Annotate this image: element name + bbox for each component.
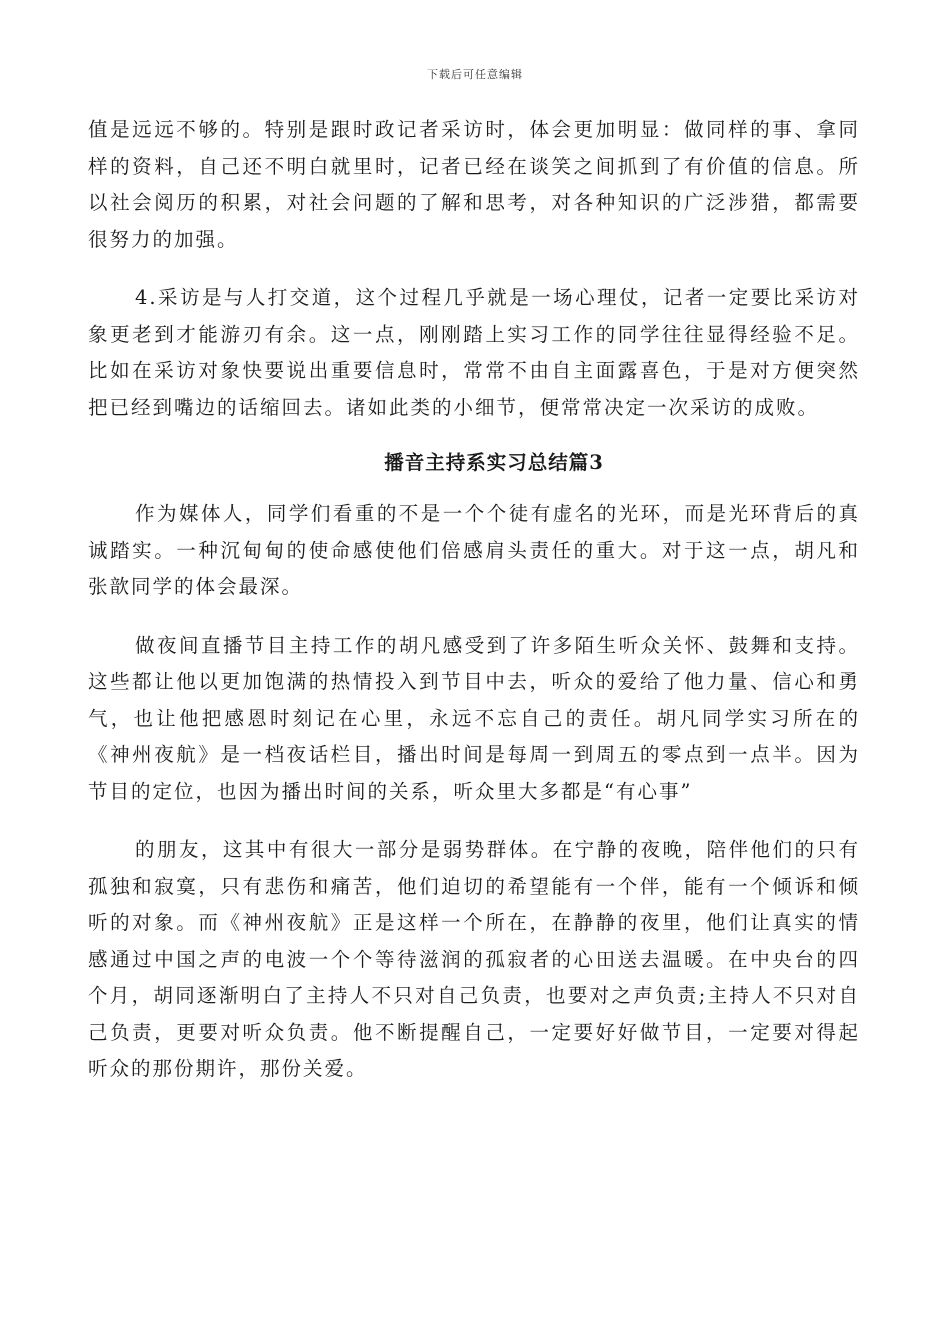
document-body <box>88 112 860 1088</box>
paragraph-night-program: 做夜间直播节目主持工作的胡凡感受到了许多陌生听众关怀、鼓舞和支持。这些都让他以更加饱满的热情投入到节目中去，听众的爱给了他力量、信心和勇气，也让他把感恩时刻记在心里，永远不忘自己的责任。胡凡同学实习所在的《神州夜航》是一档夜话栏目，播出时间是每周一到周五的零点到一点半。因为节目的定位，也因为播出时间的关系，听众里大多都是“有心事” <box>88 633 860 803</box>
paragraph-interview-tip-4: 4.采访是与人打交道，这个过程几乎就是一场心理仗，记者一定要比采访对象更老到才能游刃有余。这一点，刚刚踏上实习工作的同学往往显得经验不足。比如在采访对象快要说出重要信息时，常常不由自主面露喜色，于是对方便突然把已经到嘴边的话缩回去。诸如此类的小细节，便常常决定一次采访的成败。 <box>88 286 860 419</box>
paragraph-listeners: 的朋友，这其中有很大一部分是弱势群体。在宁静的夜晚，陪伴他们的只有孤独和寂寞，只有悲伤和痛苦，他们迫切的希望能有一个伴，能有一个倾诉和倾听的对象。而《神州夜航》正是这样一个所在，在静静的夜里，他们让真实的情感通过中国之声的电波一个个等待滋润的孤寂者的心田送去温暖。在中央台的四个月，胡同逐渐明白了主持人不只对自己负责，也要对之声负责;主持人不只对自己负责，更要对听众负责。他不断提醒自己，一定要好好做节目，一定要对得起听众的那份期许，那份关爱。 <box>88 838 860 1080</box>
page-header-note: 下载后可任意编辑 <box>427 68 523 81</box>
section-title: 播音主持系实习总结篇3 <box>384 451 604 474</box>
paragraph-media-responsibility: 作为媒体人，同学们看重的不是一个个徒有虚名的光环，而是光环背后的真诚踏实。一种沉甸甸的使命感使他们倍感肩头责任的重大。对于这一点，胡凡和张歆同学的体会最深。 <box>88 502 860 598</box>
paragraph-continued: 值是远远不够的。特别是跟时政记者采访时，体会更加明显：做同样的事、拿同样的资料，自己还不明白就里时，记者已经在谈笑之间抓到了有价值的信息。所以社会阅历的积累，对社会问题的了解和思考，对各种知识的广泛涉猎，都需要很努力的加强。 <box>88 118 860 251</box>
